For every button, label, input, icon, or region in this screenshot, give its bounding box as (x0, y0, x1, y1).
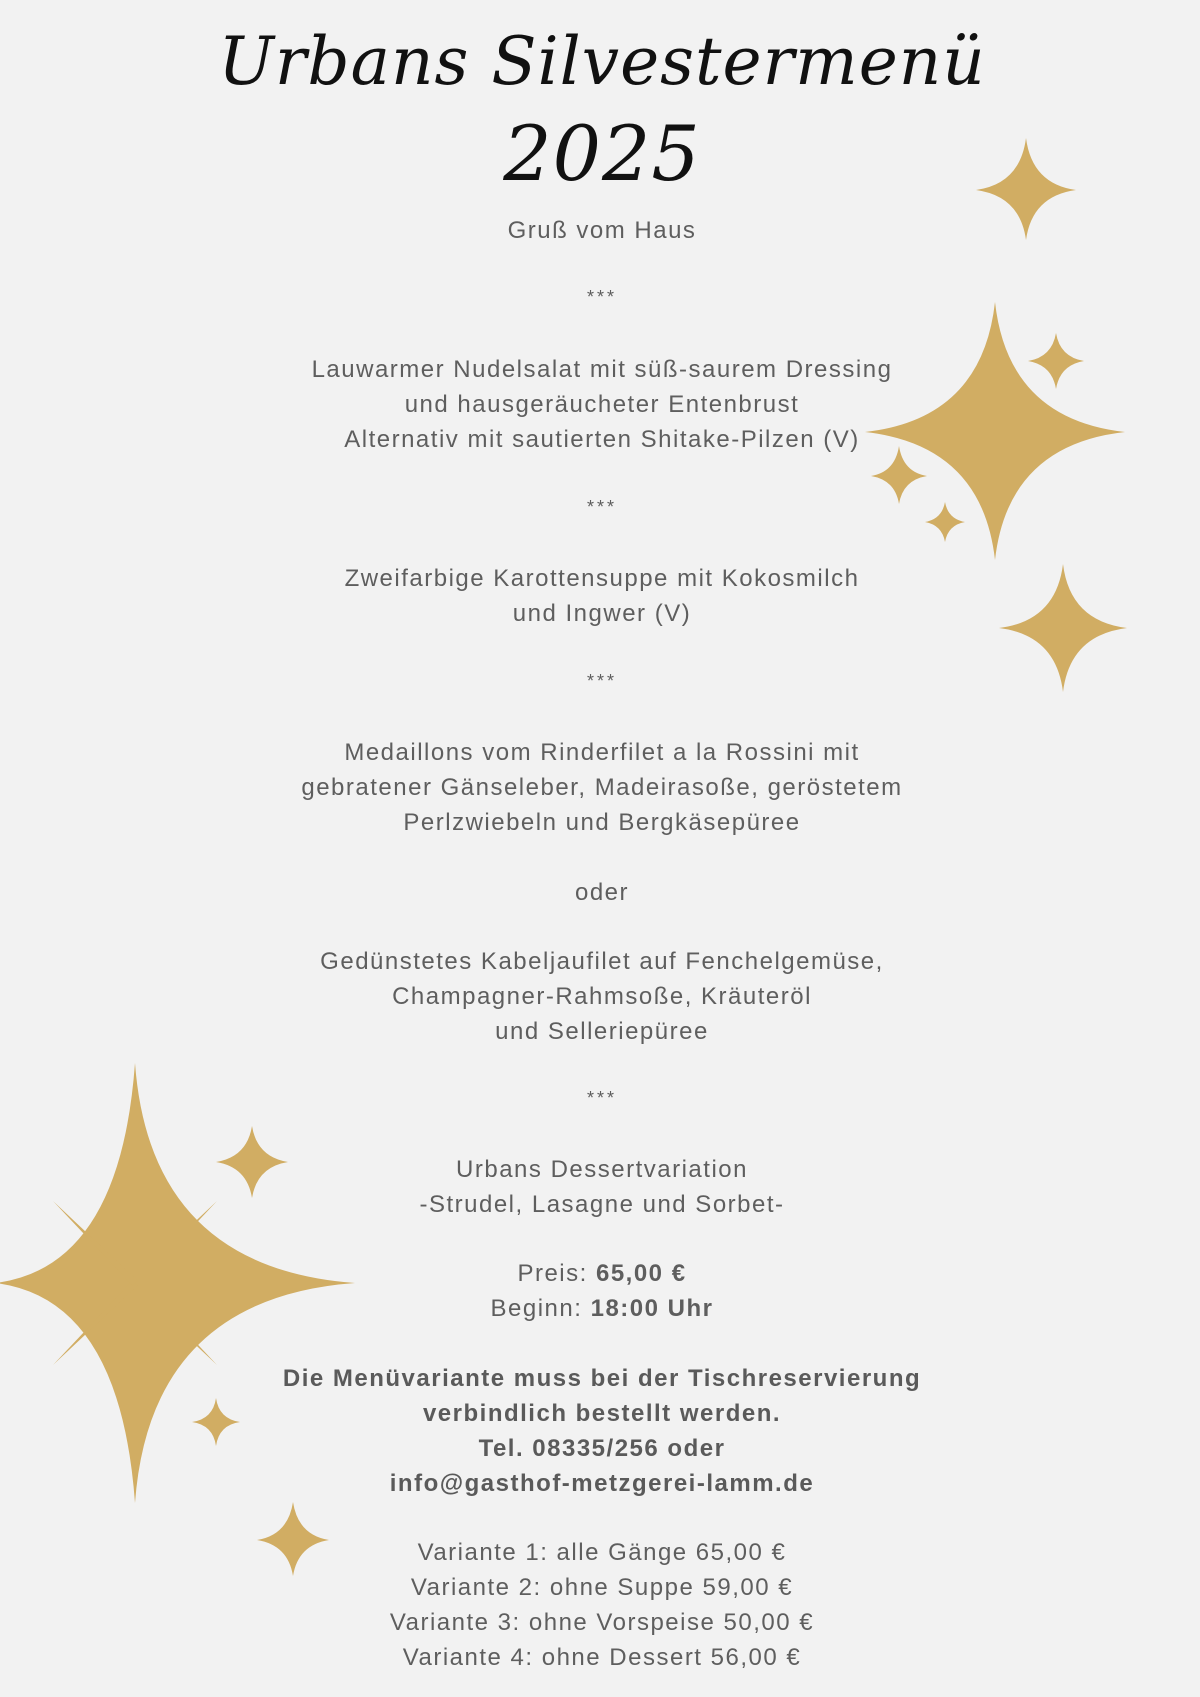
notice-email[interactable]: info@gasthof-metzgerei-lamm.de (389, 1470, 815, 1497)
separator: *** (586, 287, 617, 307)
main2-line-3: und Selleriepüree (495, 1018, 709, 1045)
or-label: oder (574, 879, 630, 906)
separator: *** (586, 497, 617, 517)
variant-item: Variante 1: alle Gänge 65,00 € (417, 1539, 787, 1566)
greeting: Gruß vom Haus (507, 217, 697, 244)
main1-line-2: gebratener Gänseleber, Madeirasoße, geröstetem (301, 774, 903, 801)
notice-line-1: Die Menüvariante muss bei der Tischreservierung (282, 1365, 922, 1392)
soup-line-1: Zweifarbige Karottensuppe mit Kokosmilch (344, 565, 860, 592)
main2-line-2: Champagner-Rahmsoße, Kräuteröl (392, 983, 812, 1010)
main1-line-3: Perlzwiebeln und Bergkäsepüree (403, 809, 801, 836)
sparkle-star-icon (999, 564, 1127, 692)
notice-line-2: verbindlich bestellt werden. (422, 1400, 782, 1427)
menu-title: Urbans Silvestermenü (218, 23, 986, 100)
menu-year: 2025 (503, 109, 701, 198)
separator: *** (586, 671, 617, 691)
start-line (200, 1291, 1004, 1326)
price-value: 65,00 € (595, 1260, 687, 1287)
separator: *** (586, 1088, 617, 1108)
main1-line-1: Medaillons vom Rinderfilet a la Rossini mit (344, 739, 860, 766)
dessert-line-2: -Strudel, Lasagne und Sorbet- (419, 1191, 785, 1218)
price-line (200, 1256, 1004, 1291)
dessert-line-1: Urbans Dessertvariation (456, 1156, 748, 1183)
sparkle-star-icon (1028, 333, 1084, 389)
soup-line-2: und Ingwer (V) (512, 600, 692, 627)
starter-line-2: und hausgeräucheter Entenbrust (404, 391, 800, 418)
variant-item: Variante 3: ohne Vorspeise 50,00 € (389, 1609, 815, 1636)
variant-item: Variante 4: ohne Dessert 56,00 € (402, 1644, 802, 1671)
starter-line-1: Lauwarmer Nudelsalat mit süß-saurem Dressing (311, 356, 893, 383)
notice-phone: Tel. 08335/256 oder (478, 1435, 726, 1462)
starter-line-3: Alternativ mit sautierten Shitake-Pilzen (V) (344, 426, 860, 453)
main2-line-1: Gedünstetes Kabeljaufilet auf Fenchelgemüse, (320, 948, 884, 975)
variant-item: Variante 2: ohne Suppe 59,00 € (410, 1574, 794, 1601)
start-label: Beginn: (490, 1295, 591, 1322)
price-label: Preis: (517, 1260, 596, 1287)
start-value: 18:00 Uhr (590, 1295, 714, 1322)
